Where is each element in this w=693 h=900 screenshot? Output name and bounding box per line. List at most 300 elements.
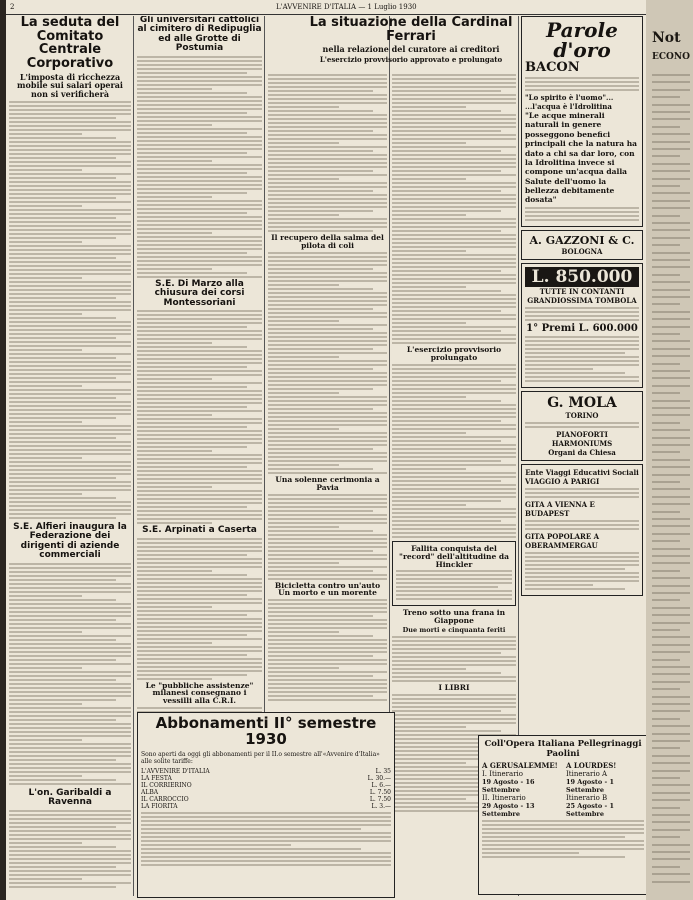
edge-text-line xyxy=(652,710,690,712)
edge-text-line xyxy=(652,762,690,764)
rate-row xyxy=(141,775,391,782)
text-line xyxy=(392,250,466,252)
text-line xyxy=(137,662,262,664)
text-line xyxy=(392,118,516,120)
text-line xyxy=(137,502,262,504)
text-line xyxy=(482,824,644,826)
text-line xyxy=(9,631,82,633)
text-line xyxy=(137,450,212,452)
text-line xyxy=(392,234,516,236)
text-line xyxy=(525,556,639,558)
text-line xyxy=(268,675,373,677)
text-line xyxy=(9,169,82,171)
mola-name: G. MOLA xyxy=(547,394,617,411)
text-line xyxy=(9,149,131,151)
edge-text-line xyxy=(652,525,690,527)
text-line xyxy=(9,759,116,761)
text-line xyxy=(9,727,131,729)
text-line xyxy=(392,238,516,240)
text-line xyxy=(268,226,387,228)
text-line xyxy=(137,606,212,608)
text-line xyxy=(268,280,387,282)
text-line xyxy=(392,424,516,426)
ente-trip-2: GITA A VIENNA E BUDAPEST xyxy=(525,499,595,518)
text-line xyxy=(137,378,212,380)
headline-bicicletta: Bicicletta contro un'auto Un morto e un morente xyxy=(274,580,381,598)
text-line xyxy=(9,121,131,123)
text-line xyxy=(9,599,116,601)
text-line xyxy=(9,485,131,487)
text-line xyxy=(392,294,516,296)
text-line xyxy=(137,354,262,356)
text-line xyxy=(392,270,501,272)
text-line xyxy=(392,210,501,212)
text-line xyxy=(268,348,373,350)
text-line xyxy=(525,488,639,490)
adjacent-page-edge xyxy=(646,0,693,900)
text-line xyxy=(137,514,262,516)
text-line xyxy=(9,249,131,251)
text-line xyxy=(268,292,387,294)
text-line xyxy=(137,350,262,352)
text-line xyxy=(137,92,247,94)
text-line xyxy=(392,710,501,712)
text-line xyxy=(137,522,212,524)
text-line xyxy=(9,421,82,423)
text-line xyxy=(9,779,116,781)
headline-solenne: Una solenne cerimonia a Pavia xyxy=(275,474,380,492)
edge-text-line xyxy=(652,807,680,809)
text-line xyxy=(137,646,262,648)
text-line xyxy=(392,392,516,394)
text-line xyxy=(268,162,387,164)
text-line xyxy=(392,126,516,128)
text-line xyxy=(268,534,387,536)
text-line xyxy=(392,372,516,374)
text-line xyxy=(9,814,131,816)
text-line xyxy=(392,158,516,160)
text-line xyxy=(9,723,131,725)
text-line xyxy=(137,410,262,412)
text-line xyxy=(9,449,131,451)
text-line xyxy=(392,254,516,256)
text-line xyxy=(137,168,262,170)
text-line xyxy=(392,338,516,340)
lotto-line: TUTTE IN CONTANTI xyxy=(539,286,625,296)
ad-tombola xyxy=(521,263,643,388)
rate-row xyxy=(141,782,391,789)
edge-text-line xyxy=(652,259,690,261)
text-line xyxy=(137,256,262,258)
text-line xyxy=(396,586,498,588)
text-line xyxy=(392,652,501,654)
edge-text-line xyxy=(652,348,690,350)
text-line xyxy=(268,655,373,657)
edge-word-1: Not xyxy=(652,30,681,46)
text-line xyxy=(137,626,262,628)
text-line xyxy=(137,208,262,210)
text-line xyxy=(525,572,639,574)
article-body xyxy=(9,810,131,888)
edge-text-line xyxy=(652,881,690,883)
text-line xyxy=(9,137,116,139)
text-line xyxy=(9,201,131,203)
text-line xyxy=(9,691,131,693)
text-line xyxy=(137,622,262,624)
text-line xyxy=(392,194,516,196)
text-line xyxy=(392,488,516,490)
text-line xyxy=(392,182,516,184)
text-line xyxy=(137,466,247,468)
text-line xyxy=(268,452,387,454)
text-line xyxy=(137,176,262,178)
text-line xyxy=(9,317,116,319)
headline-cardinal-ferrari: La situazione della Cardinal Ferrari xyxy=(309,15,513,44)
text-line xyxy=(137,330,262,332)
text-line xyxy=(9,611,131,613)
text-line xyxy=(137,638,262,640)
text-line xyxy=(9,715,131,717)
text-line xyxy=(392,730,501,732)
text-line xyxy=(137,382,262,384)
text-line xyxy=(9,878,82,880)
text-line xyxy=(9,655,131,657)
text-line xyxy=(268,392,339,394)
edge-text-line xyxy=(652,836,680,838)
text-line xyxy=(9,591,131,593)
text-line xyxy=(9,457,82,459)
edge-text-line xyxy=(652,829,690,831)
edge-text-line xyxy=(652,629,680,631)
text-line xyxy=(268,619,387,621)
edge-text-line xyxy=(652,548,690,550)
text-line xyxy=(137,80,262,82)
article-body xyxy=(9,563,131,785)
text-line xyxy=(137,458,262,460)
text-line xyxy=(525,336,639,338)
text-line xyxy=(137,334,262,336)
text-line xyxy=(9,281,131,283)
text-line xyxy=(396,598,512,600)
text-line xyxy=(9,181,131,183)
text-line xyxy=(137,658,262,660)
text-line xyxy=(9,433,131,435)
headline-arpinati: S.E. Arpinati a Caserta xyxy=(142,525,257,536)
text-line xyxy=(392,146,516,148)
text-line xyxy=(268,360,387,362)
text-line xyxy=(268,90,373,92)
text-line xyxy=(9,469,131,471)
text-line xyxy=(9,417,116,419)
text-line xyxy=(9,671,131,673)
text-line xyxy=(392,664,516,666)
text-line xyxy=(392,496,516,498)
text-line xyxy=(137,538,262,540)
text-line xyxy=(137,566,262,568)
text-line xyxy=(392,726,466,728)
text-line xyxy=(141,816,391,818)
text-line xyxy=(392,452,516,454)
text-line xyxy=(392,528,516,530)
text-line xyxy=(268,679,387,681)
text-line xyxy=(137,192,247,194)
text-line xyxy=(392,86,516,88)
text-line xyxy=(392,404,516,406)
text-line xyxy=(9,615,131,617)
text-line xyxy=(268,460,387,462)
text-line xyxy=(268,214,339,216)
edge-word-2: ECONO xyxy=(652,52,690,62)
text-line xyxy=(9,405,131,407)
text-line xyxy=(137,602,262,604)
text-line xyxy=(9,113,131,115)
pellegr-lourdes: A LOURDES! xyxy=(566,761,617,770)
rate-row xyxy=(141,768,391,775)
text-line xyxy=(268,222,387,224)
text-line xyxy=(268,256,387,258)
text-line xyxy=(141,852,391,854)
text-line xyxy=(392,460,501,462)
text-line xyxy=(268,198,387,200)
text-line xyxy=(9,886,116,888)
text-line xyxy=(137,510,262,512)
text-line xyxy=(9,639,116,641)
edge-text-line xyxy=(652,533,690,535)
text-line xyxy=(268,142,339,144)
text-line xyxy=(9,337,116,339)
text-line xyxy=(141,840,391,842)
text-line xyxy=(392,396,466,398)
text-line xyxy=(268,110,373,112)
text-line xyxy=(396,574,512,576)
text-line xyxy=(268,218,387,220)
edge-text-line xyxy=(652,163,690,165)
ad-gazzoni xyxy=(521,230,643,260)
text-line xyxy=(268,623,387,625)
text-line xyxy=(392,718,516,720)
text-line xyxy=(9,441,131,443)
text-line xyxy=(268,558,387,560)
text-line xyxy=(9,651,131,653)
text-line xyxy=(525,580,639,582)
text-line xyxy=(268,570,373,572)
text-line xyxy=(137,518,262,520)
text-line xyxy=(268,428,339,430)
text-line xyxy=(137,68,262,70)
text-line xyxy=(268,546,387,548)
text-line xyxy=(392,214,466,216)
text-line xyxy=(392,536,516,538)
text-line xyxy=(9,377,116,379)
headline-alfieri: S.E. Alfieri inaugura la Federazione dei dirigenti di aziende commerciali xyxy=(13,521,127,561)
text-line xyxy=(482,832,644,834)
edge-text-line xyxy=(652,451,680,453)
edge-text-line xyxy=(652,133,690,135)
text-line xyxy=(137,707,262,709)
edge-text-line xyxy=(652,666,690,668)
parole-quote-1: "Lo spirito è l'uomo"... xyxy=(525,93,614,102)
text-line xyxy=(9,141,131,143)
text-line xyxy=(392,290,501,292)
text-line xyxy=(268,542,387,544)
text-line xyxy=(9,357,116,359)
text-line xyxy=(392,314,516,316)
text-line xyxy=(268,699,387,701)
text-line xyxy=(137,370,262,372)
text-line xyxy=(268,510,373,512)
edge-text-line xyxy=(652,474,690,476)
edge-text-line xyxy=(652,355,690,357)
text-line xyxy=(392,468,466,470)
text-line xyxy=(9,767,131,769)
text-line xyxy=(268,526,339,528)
text-line xyxy=(9,329,131,331)
text-line xyxy=(9,830,131,832)
text-line xyxy=(268,647,387,649)
text-line xyxy=(137,120,262,122)
text-line xyxy=(137,394,262,396)
masthead xyxy=(6,0,646,15)
text-line xyxy=(396,582,512,584)
ad-parole-doro xyxy=(521,16,643,227)
text-line xyxy=(9,361,131,363)
text-line xyxy=(268,324,387,326)
text-line xyxy=(268,432,387,434)
text-line xyxy=(9,739,82,741)
edge-text-line xyxy=(652,118,690,120)
text-line xyxy=(9,481,131,483)
parole-quote-2: ...l'acqua è l'Idrolitina xyxy=(525,102,612,111)
text-line xyxy=(525,311,639,313)
text-line xyxy=(137,674,247,676)
text-line xyxy=(137,550,262,552)
text-line xyxy=(9,385,82,387)
edge-text-line xyxy=(652,866,680,868)
edge-text-line xyxy=(652,777,680,779)
text-line xyxy=(392,318,516,320)
subhead-relazione: nella relazione del curatore ai creditori xyxy=(322,44,500,55)
text-line xyxy=(268,574,387,576)
text-line xyxy=(268,260,387,262)
text-line xyxy=(268,252,387,254)
text-line xyxy=(268,607,387,609)
text-line xyxy=(268,230,373,232)
text-line xyxy=(268,320,339,322)
text-line xyxy=(9,882,131,884)
text-line xyxy=(392,242,516,244)
text-line xyxy=(392,322,466,324)
text-line xyxy=(392,702,516,704)
text-line xyxy=(137,614,247,616)
text-line xyxy=(9,719,116,721)
text-line xyxy=(392,110,501,112)
text-line xyxy=(9,461,131,463)
text-line xyxy=(137,618,262,620)
text-line xyxy=(392,302,516,304)
text-line xyxy=(9,854,131,856)
text-line xyxy=(482,820,644,822)
text-line xyxy=(392,162,516,164)
text-line xyxy=(268,562,339,564)
text-line xyxy=(9,365,131,367)
text-line xyxy=(9,818,131,820)
edge-text-line xyxy=(652,747,680,749)
column-3-body xyxy=(268,72,387,712)
text-line xyxy=(392,444,516,446)
edge-text-line xyxy=(652,562,690,564)
text-line xyxy=(9,699,116,701)
text-line xyxy=(9,289,131,291)
text-line xyxy=(392,266,516,268)
edge-text-line xyxy=(652,311,690,313)
text-line xyxy=(392,484,516,486)
text-line xyxy=(268,627,387,629)
text-line xyxy=(392,174,516,176)
text-line xyxy=(268,695,373,697)
rate-label: IL CORRIERINO xyxy=(141,781,192,789)
text-line xyxy=(268,74,387,76)
text-line xyxy=(392,310,501,312)
text-line xyxy=(141,820,391,822)
text-line xyxy=(9,413,131,415)
itin-1: I. Itinerario xyxy=(482,770,524,778)
text-line xyxy=(9,353,131,355)
text-line xyxy=(137,164,262,166)
parole-title: Parole d'oro xyxy=(546,18,618,62)
edge-text-line xyxy=(652,392,680,394)
text-line xyxy=(392,420,501,422)
text-line xyxy=(268,174,387,176)
text-line xyxy=(482,856,625,858)
edge-text-line xyxy=(652,170,690,172)
text-line xyxy=(268,464,339,466)
text-line xyxy=(9,763,131,765)
text-line xyxy=(137,650,262,652)
text-line xyxy=(9,309,131,311)
text-line xyxy=(525,207,639,209)
text-line xyxy=(392,170,501,172)
text-line xyxy=(268,472,387,474)
text-line xyxy=(9,862,131,864)
text-line xyxy=(392,698,516,700)
text-line xyxy=(268,554,387,556)
text-line xyxy=(525,588,625,590)
text-line xyxy=(268,663,387,665)
text-line xyxy=(141,860,391,862)
text-line xyxy=(525,344,639,346)
text-line xyxy=(392,676,516,678)
text-line xyxy=(268,671,387,673)
text-line xyxy=(392,706,516,708)
text-line xyxy=(9,129,131,131)
masthead-title: L'AVVENIRE D'ITALIA — 1 Luglio 1930 xyxy=(276,3,417,11)
edge-text-line xyxy=(652,696,690,698)
text-line xyxy=(9,213,131,215)
text-line xyxy=(9,345,131,347)
text-line xyxy=(9,473,131,475)
edge-text-line xyxy=(652,688,680,690)
text-line xyxy=(137,240,262,242)
text-line xyxy=(392,102,516,104)
text-line xyxy=(268,344,387,346)
text-line xyxy=(137,470,262,472)
text-line xyxy=(392,368,516,370)
text-line xyxy=(268,364,387,366)
text-line xyxy=(392,480,501,482)
text-line xyxy=(137,76,262,78)
text-line xyxy=(268,388,373,390)
text-line xyxy=(268,468,373,470)
